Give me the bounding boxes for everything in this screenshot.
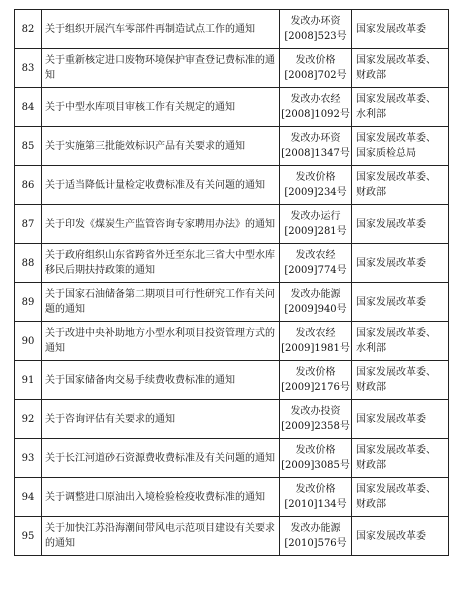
document-number-code: [2008]523号 (284, 31, 347, 42)
document-number-prefix: 发改农经 (295, 328, 336, 339)
document-title: 关于实施第三批能效标识产品有关要求的通知 (45, 140, 245, 152)
table-row (15, 205, 449, 244)
document-title-cell (42, 88, 280, 127)
document-number-code: [2009]2176号 (281, 382, 350, 393)
document-number-prefix: 发改办农经 (290, 94, 341, 105)
issuing-department: 国家发展改革委、 (356, 94, 436, 105)
row-number: 83 (15, 49, 42, 88)
issuing-department: 国家发展改革委、 (356, 484, 436, 495)
co-issuing-department: 财政部 (356, 382, 386, 393)
row-number: 89 (15, 283, 42, 322)
document-title: 关于国家储备肉交易手续费收费标准的通知 (45, 374, 235, 386)
document-title: 关于改进中央补助地方小型水利项目投资管理方式的通知 (45, 328, 275, 354)
co-issuing-department: 财政部 (356, 70, 386, 81)
document-number-cell (280, 283, 352, 322)
document-title-cell (42, 283, 280, 322)
issuing-department: 国家发展改革委、 (356, 133, 436, 144)
row-number: 94 (15, 478, 42, 517)
document-number-cell (280, 517, 352, 556)
issuing-department-cell (352, 166, 449, 205)
issuing-department: 国家发展改革委 (356, 23, 426, 35)
table-row (15, 361, 449, 400)
issuing-department: 国家发展改革委 (356, 218, 426, 230)
issuing-department-cell (352, 244, 449, 283)
document-title: 关于印发《煤炭生产监管咨询专家聘用办法》的通知 (45, 218, 275, 230)
document-number-cell (280, 205, 352, 244)
row-number: 93 (15, 439, 42, 478)
document-number-cell (280, 10, 352, 49)
table-body (15, 10, 449, 556)
issuing-department: 国家发展改革委 (356, 257, 426, 269)
issuing-department: 国家发展改革委 (356, 530, 426, 542)
document-title-cell (42, 49, 280, 88)
issuing-department-cell (352, 439, 449, 478)
issuing-department-cell (352, 478, 449, 517)
document-number-prefix: 发改办环资 (290, 133, 341, 144)
document-title-cell (42, 400, 280, 439)
document-number-cell (280, 439, 352, 478)
table-row (15, 166, 449, 205)
co-issuing-department: 财政部 (356, 187, 386, 198)
issuing-department-cell (352, 10, 449, 49)
document-title: 关于重新核定进口废物环境保护审查登记费标准的通知 (45, 55, 275, 81)
document-number-cell (280, 322, 352, 361)
row-number: 88 (15, 244, 42, 283)
document-title-cell (42, 478, 280, 517)
document-page (14, 9, 448, 556)
row-number: 91 (15, 361, 42, 400)
document-number-prefix: 发改农经 (295, 250, 336, 261)
document-title: 关于长江河道砂石资源费收费标准及有关问题的通知 (45, 452, 275, 464)
document-title-cell (42, 205, 280, 244)
document-title-cell (42, 322, 280, 361)
table-row (15, 49, 449, 88)
document-title-cell (42, 517, 280, 556)
document-title-cell (42, 244, 280, 283)
issuing-department: 国家发展改革委、 (356, 328, 436, 339)
document-number-code: [2008]1092号 (281, 109, 350, 120)
document-number-prefix: 发改办投资 (290, 406, 341, 417)
document-number-code: [2009]281号 (284, 226, 347, 237)
issuing-department: 国家发展改革委 (356, 296, 426, 308)
row-number: 84 (15, 88, 42, 127)
document-number-cell (280, 244, 352, 283)
document-number-code: [2008]1347号 (281, 148, 350, 159)
row-number: 86 (15, 166, 42, 205)
document-title: 关于中型水库项目审核工作有关规定的通知 (45, 101, 235, 113)
issuing-department: 国家发展改革委、 (356, 367, 436, 378)
document-number-cell (280, 400, 352, 439)
issuing-department-cell (352, 88, 449, 127)
document-number-code: [2009]1981号 (281, 343, 350, 354)
issuing-department-cell (352, 127, 449, 166)
document-title: 关于组织开展汽车零部件再制造试点工作的通知 (45, 23, 255, 35)
row-number: 85 (15, 127, 42, 166)
document-number-prefix: 发改价格 (295, 172, 336, 183)
document-number-prefix: 发改价格 (295, 484, 336, 495)
issuing-department-cell (352, 400, 449, 439)
row-number: 90 (15, 322, 42, 361)
document-number-prefix: 发改办环资 (290, 16, 341, 27)
document-title-cell (42, 361, 280, 400)
document-title: 关于国家石油储备第二期项目可行性研究工作有关问题的通知 (45, 289, 275, 315)
document-number-cell (280, 361, 352, 400)
co-issuing-department: 国家质检总局 (356, 148, 416, 159)
document-title: 关于调整进口原油出入境检验检疫收费标准的通知 (45, 491, 265, 503)
table-row (15, 10, 449, 49)
table-row (15, 244, 449, 283)
table-row (15, 88, 449, 127)
issuing-department: 国家发展改革委 (356, 413, 426, 425)
row-number: 92 (15, 400, 42, 439)
table-row (15, 127, 449, 166)
issuing-department-cell (352, 283, 449, 322)
document-title-cell (42, 127, 280, 166)
co-issuing-department: 财政部 (356, 460, 386, 471)
document-number-cell (280, 478, 352, 517)
row-number: 87 (15, 205, 42, 244)
document-number-cell (280, 166, 352, 205)
issuing-department-cell (352, 49, 449, 88)
document-title: 关于咨询评估有关要求的通知 (45, 413, 175, 425)
document-number-code: [2009]774号 (284, 265, 347, 276)
table-row (15, 283, 449, 322)
document-number-cell (280, 49, 352, 88)
issuing-department-cell (352, 361, 449, 400)
document-title: 关于适当降低计量检定收费标准及有关问题的通知 (45, 179, 265, 191)
document-number-cell (280, 88, 352, 127)
issuing-department: 国家发展改革委、 (356, 55, 436, 66)
table-row (15, 439, 449, 478)
co-issuing-department: 水利部 (356, 109, 386, 120)
document-number-code: [2010]576号 (284, 538, 347, 549)
table-row (15, 517, 449, 556)
document-number-prefix: 发改办能源 (290, 289, 341, 300)
document-number-code: [2009]2358号 (281, 421, 350, 432)
document-number-prefix: 发改价格 (295, 367, 336, 378)
issuing-department-cell (352, 322, 449, 361)
document-number-code: [2009]234号 (284, 187, 347, 198)
document-number-prefix: 发改办运行 (290, 211, 341, 222)
document-number-code: [2009]3085号 (281, 460, 350, 471)
co-issuing-department: 水利部 (356, 343, 386, 354)
issuing-department-cell (352, 205, 449, 244)
document-number-prefix: 发改价格 (295, 445, 336, 456)
document-title-cell (42, 10, 280, 49)
table-row (15, 400, 449, 439)
document-number-cell (280, 127, 352, 166)
document-number-prefix: 发改价格 (295, 55, 336, 66)
document-number-code: [2008]702号 (284, 70, 347, 81)
table-row (15, 322, 449, 361)
table-row (15, 478, 449, 517)
row-number: 82 (15, 10, 42, 49)
issuing-department: 国家发展改革委、 (356, 445, 436, 456)
document-title-cell (42, 166, 280, 205)
row-number: 95 (15, 517, 42, 556)
document-title: 关于加快江苏沿海潮间带风电示范项目建设有关要求的通知 (45, 523, 275, 549)
document-number-code: [2010]134号 (284, 499, 347, 510)
document-title-cell (42, 439, 280, 478)
document-title: 关于政府组织山东省跨省外迁至东北三省大中型水库移民后期扶持政策的通知 (45, 250, 275, 276)
issuing-department: 国家发展改革委、 (356, 172, 436, 183)
document-number-prefix: 发改办能源 (290, 523, 341, 534)
document-number-code: [2009]940号 (284, 304, 347, 315)
document-table (14, 9, 449, 556)
issuing-department-cell (352, 517, 449, 556)
co-issuing-department: 财政部 (356, 499, 386, 510)
